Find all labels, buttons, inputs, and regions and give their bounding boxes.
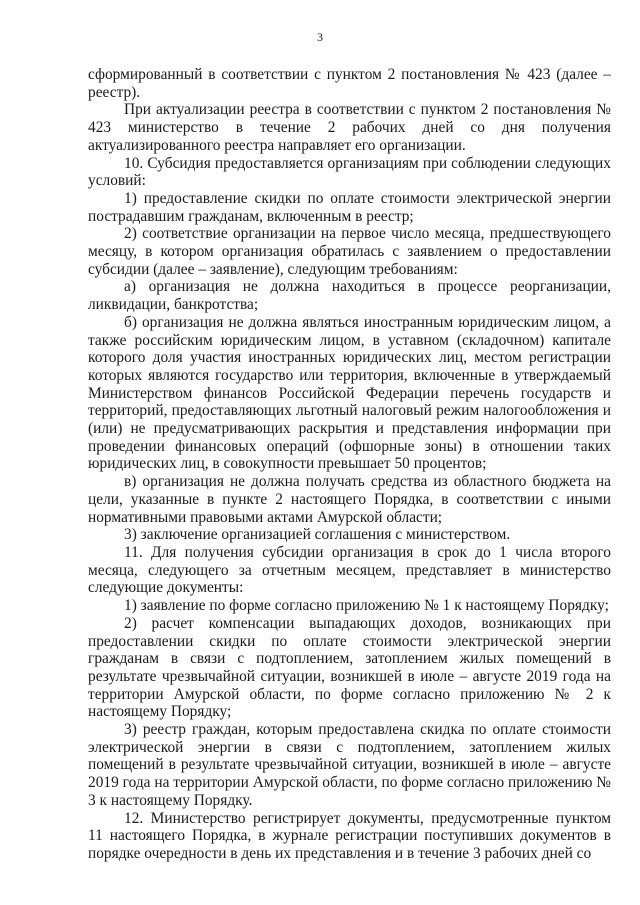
paragraph-condition-1: 1) предоставление скидки по оплате стоимости электрической энергии пострадавшим гражданам, включенным в реестр; bbox=[88, 189, 611, 225]
paragraph-requirement-b: б) организация не должна являться иностранным юридическим лицом, а также российским юридическим лицом, в уставном (складочном) капитале которого доля участия иностранных юридических лиц, местом регистрации которых являются государство или территория, включенные в утверждаемый Министерством финансов Российской Федерации перечень государств и территорий, предоставляющих льготный налоговый режим налогообложения и (или) не предусматривающих раскрытия и представления информации при проведении финансовых операций (офшорные зоны) в отношении таких юридических лиц, в совокупности превышает 50 процентов; bbox=[88, 313, 611, 473]
page-number: 3 bbox=[317, 30, 323, 44]
paragraph-condition-2: 2) соответствие организации на первое число месяца, предшествующего месяцу, в котором организация обратилась с заявлением о предоставлении субсидии (далее – заявление), следующим требованиям: bbox=[88, 225, 611, 278]
paragraph-condition-3: 3) заключение организацией соглашения с министерством. bbox=[124, 526, 511, 544]
paragraph-reestr-update: При актуализации реестра в соответствии с пунктом 2 постановления № 423 министерство в течение 2 рабочих дней со дня получения актуализированного реестра направляет его организации. bbox=[88, 101, 611, 154]
document-body bbox=[88, 66, 611, 863]
paragraph-item-11: 11. Для получения субсидии организация в срок до 1 числа второго месяца, следующего за отчетным месяцем, представляет в министерство следующие документы: bbox=[88, 543, 611, 597]
paragraph-document-2: 2) расчет компенсации выпадающих доходов, возникающих при предоставлении скидки по оплате стоимости электрической энергии гражданам в связи с подтоплением, затоплением жилых помещений в результате чрезвычайной ситуации, возникшей в июле – августе 2019 года на территории Амурской области, по форме согласно приложению № 2 к настоящему Порядку; bbox=[88, 614, 611, 721]
paragraph-requirement-v: в) организация не должна получать средства из областного бюджета на цели, указанные в пункте 2 настоящего Порядка, в соответствии с иными нормативными правовыми актами Амурской области; bbox=[88, 473, 611, 526]
paragraph-item-12: 12. Министерство регистрирует документы, предусмотренные пунктом 11 настоящего Порядка, в журнале регистрации поступивших документов в порядке очередности в день их представления и в течение 3 рабочих дней со bbox=[88, 809, 611, 862]
paragraph-requirement-a: а) организация не должна находиться в процессе реорганизации, ликвидации, банкротства; bbox=[88, 278, 611, 314]
paragraph-reestr-continued: сформированный в соответствии с пунктом 2 постановления № 423 (далее – реестр). bbox=[88, 66, 611, 101]
paragraph-document-1: 1) заявление по форме согласно приложению № 1 к настоящему Порядку; bbox=[124, 597, 609, 615]
paragraph-document-3: 3) реестр граждан, которым предоставлена скидка по оплате стоимости электрической энергии в связи с подтоплением, затоплением жилых помещений в результате чрезвычайной ситуации, возникшей в июле – августе 2019 года на территории Амурской области, по форме согласно приложению № 3 к настоящему Порядку. bbox=[88, 721, 611, 809]
paragraph-item-10: 10. Субсидия предоставляется организациям при соблюдении следующих условий: bbox=[88, 154, 611, 190]
